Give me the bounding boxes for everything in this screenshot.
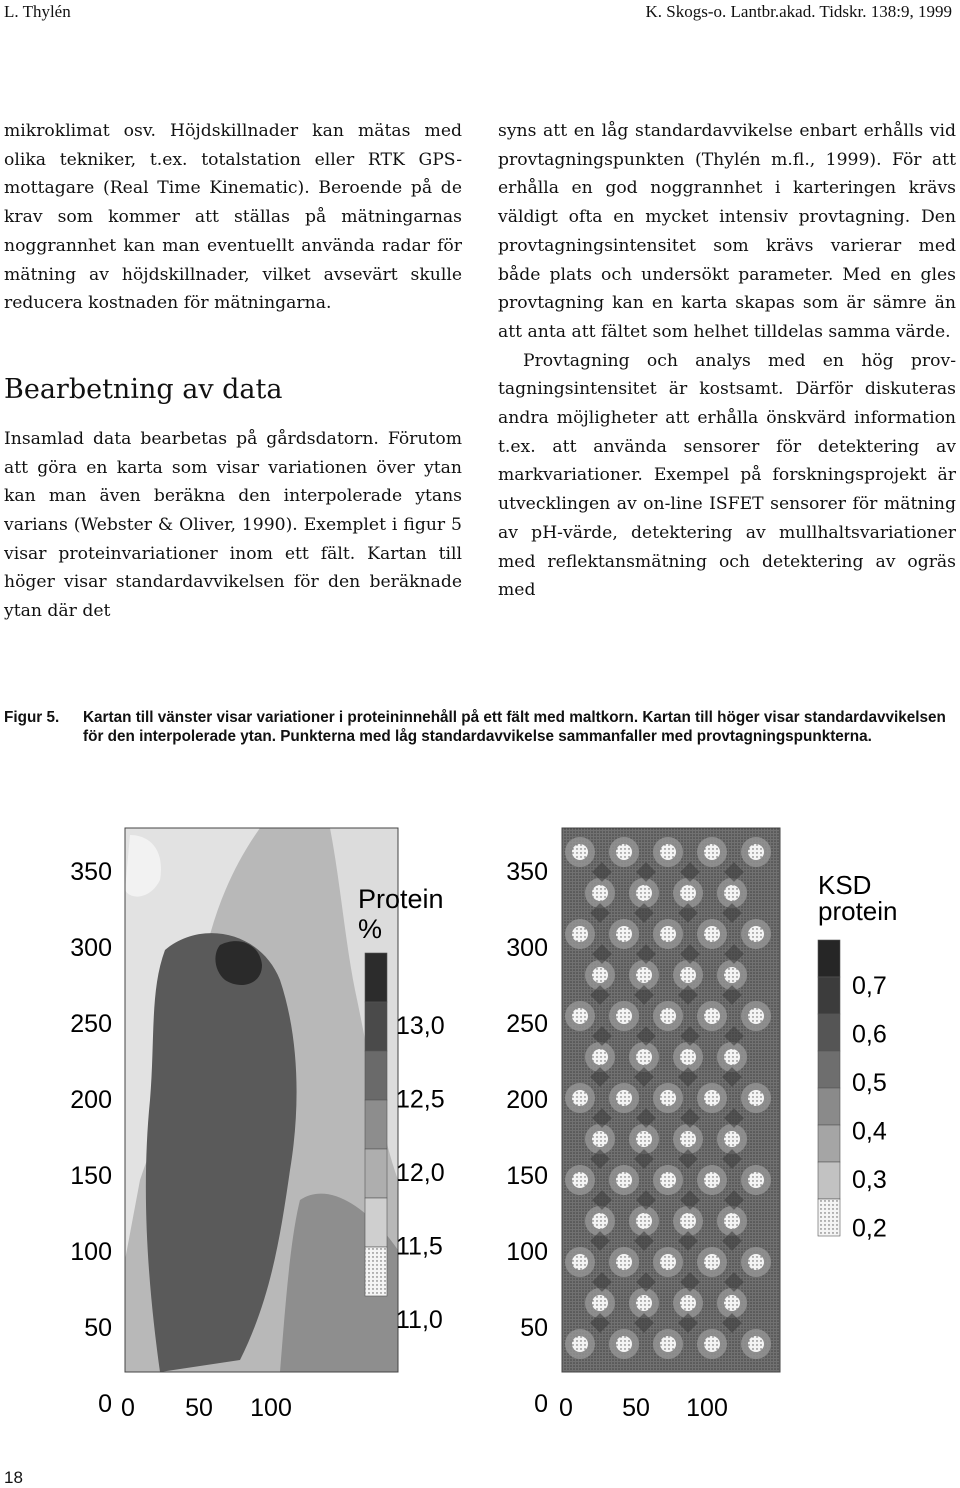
running-header-author: L. Thylén (4, 2, 71, 21)
ksd-sample-point (748, 844, 764, 860)
ksd-legend-label: 0,2 (852, 1214, 887, 1243)
ksd-legend-swatch (818, 940, 840, 977)
protein-legend-swatch (365, 1051, 387, 1100)
protein-legend-swatch (365, 953, 387, 1002)
figure-caption (4, 709, 959, 746)
ksd-sample-point (680, 1131, 696, 1147)
ksd-sample-point (704, 1090, 720, 1106)
caption-label: Figur 5. (4, 709, 60, 726)
ksd-sample-point (704, 926, 720, 942)
ksd-legend-swatch (818, 1014, 840, 1051)
ksd-sample-point (724, 885, 740, 901)
protein-legend-unit: % (358, 914, 383, 944)
ksd-sample-point (636, 885, 652, 901)
ksd-sample-point (592, 1295, 608, 1311)
figure-5 (0, 800, 960, 1440)
ksd-sample-point (636, 1131, 652, 1147)
ksd-sample-point (660, 1254, 676, 1270)
ksd-sample-point (680, 1213, 696, 1229)
caption-text: Kartan till vänster visar variationer i proteininnehåll på ett fält med maltkorn. Kartan till höger visar standardavvikelsen för den interpolerade ytan. Punkterna med låg standardavvikelse sammanfaller med provtagningspunkterna. (83, 709, 946, 745)
ksd-map (562, 828, 780, 1372)
protein-legend-swatch (365, 1100, 387, 1149)
ksd-sample-point (704, 1008, 720, 1024)
ksd-sample-point (704, 1336, 720, 1352)
ksd-sample-point (724, 1131, 740, 1147)
ksd-legend-label: 0,3 (852, 1166, 887, 1194)
y-tick-label: 300 (70, 934, 112, 962)
ksd-sample-point (616, 844, 632, 860)
running-header-journal: K. Skogs-o. Lantbr.akad. Tidskr. 138:9, 1999 (645, 2, 952, 21)
y-tick-label: 150 (70, 1162, 112, 1190)
ksd-legend-title: KSD (818, 870, 872, 900)
ksd-legend-swatch (818, 1199, 840, 1236)
ksd-sample-point (680, 885, 696, 901)
ksd-sample-point (724, 1213, 740, 1229)
y-tick-label: 350 (70, 858, 112, 886)
y-tick-label: 250 (70, 1010, 112, 1038)
y-tick-label: 300 (506, 934, 548, 962)
y-tick-label: 250 (506, 1010, 548, 1038)
y-tick-label: 200 (70, 1086, 112, 1114)
ksd-sample-point (680, 1295, 696, 1311)
ksd-sample-point (748, 1254, 764, 1270)
y-tick-label: 350 (506, 858, 548, 886)
protein-legend-swatch (365, 1247, 387, 1296)
x-tick-label: 100 (686, 1394, 728, 1422)
ksd-legend-label: 0,6 (852, 1020, 887, 1049)
x-tick-label: 50 (185, 1394, 213, 1422)
ksd-legend-label: 0,7 (852, 972, 887, 1000)
protein-legend-title: Protein (358, 884, 444, 914)
protein-legend-swatch (365, 1149, 387, 1198)
ksd-legend-swatch (818, 1088, 840, 1125)
left-paragraph-2: Insamlad data bearbetas på gårdsdatorn. Förutom att göra en karta som visar variationen över ytan kan man även beräkna den interpolerade ytans varians (Webster & Oliver, 1990). Exemplet i figur 5 visar proteinvariationer inom ett fält. Kartan till höger visar standardavvikelsen för den beräknade ytan där det (4, 428, 462, 622)
ksd-sample-point (616, 1172, 632, 1188)
ksd-sample-point (660, 844, 676, 860)
protein-legend-swatch (365, 1002, 387, 1051)
y-tick-label: 150 (506, 1162, 548, 1190)
x-tick-label: 50 (622, 1394, 650, 1422)
protein-legend-label: 12,5 (396, 1085, 445, 1114)
x-tick-label: 0 (121, 1394, 135, 1422)
ksd-sample-point (704, 844, 720, 860)
right-column (498, 117, 956, 605)
y-tick-label: 200 (506, 1086, 548, 1114)
left-paragraph-1: mikroklimat osv. Höjdskillnader kan mätas med olika tekniker, t.ex. totalstation eller RTK GPS-mottagare (Real Time Kinematic). Beroende på de krav som kommer att ställas på mätningarnas noggrannhet kan man eventuellt använda radar för mätning av höjdskillnader, vilket avsevärt skulle reducera kostnaden för mätningarna. (4, 121, 462, 314)
ksd-sample-point (748, 1172, 764, 1188)
right-paragraph-2: Provtagning och analys med en hög provtagningsintensitet är kostsamt. Därför diskuteras andra möjligheter att erhålla önskvärd information t.ex. att använda sensorer för detektering av markvariationer. Exempel på forskningsprojekt är utvecklingen av on-line ISFET sensorer för mätning av pH-värde, detektering av mullhaltsvariationer med reflektansmätning och detektering av ogräs med (498, 350, 956, 601)
y-tick-label: 0 (534, 1390, 548, 1418)
ksd-legend-label: 0,5 (852, 1069, 887, 1097)
ksd-sample-point (572, 1254, 588, 1270)
ksd-sample-point (724, 967, 740, 983)
ksd-sample-point (636, 1049, 652, 1065)
ksd-sample-point (572, 844, 588, 860)
right-paragraph-1: syns att en låg standardavvikelse enbart erhålls vid provtagningspunkten (Thylén m.fl., 1999). För att erhålla en god noggrannhet i karteringen krävs väldigt ofta en mycket intensiv provtagning. Den provtagningsintensitet som krävs varierar med både plats och undersökt parameter. Med en gles provtagning kan en karta skapas som är sämre än att anta att fältet som helhet tilldelas samma värde. (498, 121, 956, 342)
ksd-sample-point (616, 1336, 632, 1352)
y-tick-label: 50 (84, 1314, 112, 1342)
ksd-sample-point (592, 885, 608, 901)
ksd-legend-subtitle: protein (818, 896, 898, 926)
ksd-sample-point (680, 967, 696, 983)
y-tick-label: 100 (70, 1238, 112, 1266)
ksd-sample-point (572, 1090, 588, 1106)
ksd-sample-point (572, 1008, 588, 1024)
ksd-sample-point (680, 1049, 696, 1065)
ksd-sample-point (616, 1008, 632, 1024)
ksd-sample-point (616, 1254, 632, 1270)
ksd-sample-point (592, 1131, 608, 1147)
ksd-legend-swatch (818, 977, 840, 1014)
ksd-sample-point (748, 1090, 764, 1106)
ksd-legend-swatch (818, 1162, 840, 1199)
ksd-sample-point (592, 1049, 608, 1065)
ksd-sample-point (660, 1172, 676, 1188)
x-tick-label: 100 (250, 1394, 292, 1422)
ksd-legend-label: 0,4 (852, 1117, 887, 1146)
ksd-sample-point (748, 1336, 764, 1352)
ksd-sample-point (660, 1090, 676, 1106)
ksd-sample-point (704, 1172, 720, 1188)
ksd-legend-swatch (818, 1125, 840, 1162)
protein-legend-label: 13,0 (396, 1012, 445, 1040)
ksd-sample-point (636, 1213, 652, 1229)
ksd-sample-point (636, 1295, 652, 1311)
y-tick-label: 0 (98, 1390, 112, 1418)
ksd-sample-point (572, 926, 588, 942)
ksd-sample-point (572, 1172, 588, 1188)
ksd-sample-point (592, 967, 608, 983)
ksd-sample-point (616, 1090, 632, 1106)
protein-legend-label: 11,0 (396, 1306, 443, 1334)
protein-legend-label: 12,0 (396, 1159, 445, 1187)
ksd-sample-point (660, 926, 676, 942)
left-column (4, 117, 462, 626)
section-heading: Bearbetning av data (4, 373, 283, 405)
y-tick-label: 100 (506, 1238, 548, 1266)
ksd-sample-point (660, 1336, 676, 1352)
ksd-sample-point (636, 967, 652, 983)
protein-legend-swatch (365, 1198, 387, 1247)
ksd-sample-point (616, 926, 632, 942)
protein-legend-label: 11,5 (396, 1232, 443, 1261)
ksd-sample-point (748, 926, 764, 942)
ksd-legend-swatch (818, 1051, 840, 1088)
ksd-sample-point (724, 1049, 740, 1065)
x-tick-label: 0 (559, 1394, 573, 1422)
y-tick-label: 50 (520, 1314, 548, 1342)
ksd-sample-point (592, 1213, 608, 1229)
ksd-sample-point (748, 1008, 764, 1024)
ksd-sample-point (724, 1295, 740, 1311)
ksd-sample-point (660, 1008, 676, 1024)
ksd-sample-point (704, 1254, 720, 1270)
ksd-sample-point (572, 1336, 588, 1352)
page-number: 18 (4, 1468, 23, 1487)
